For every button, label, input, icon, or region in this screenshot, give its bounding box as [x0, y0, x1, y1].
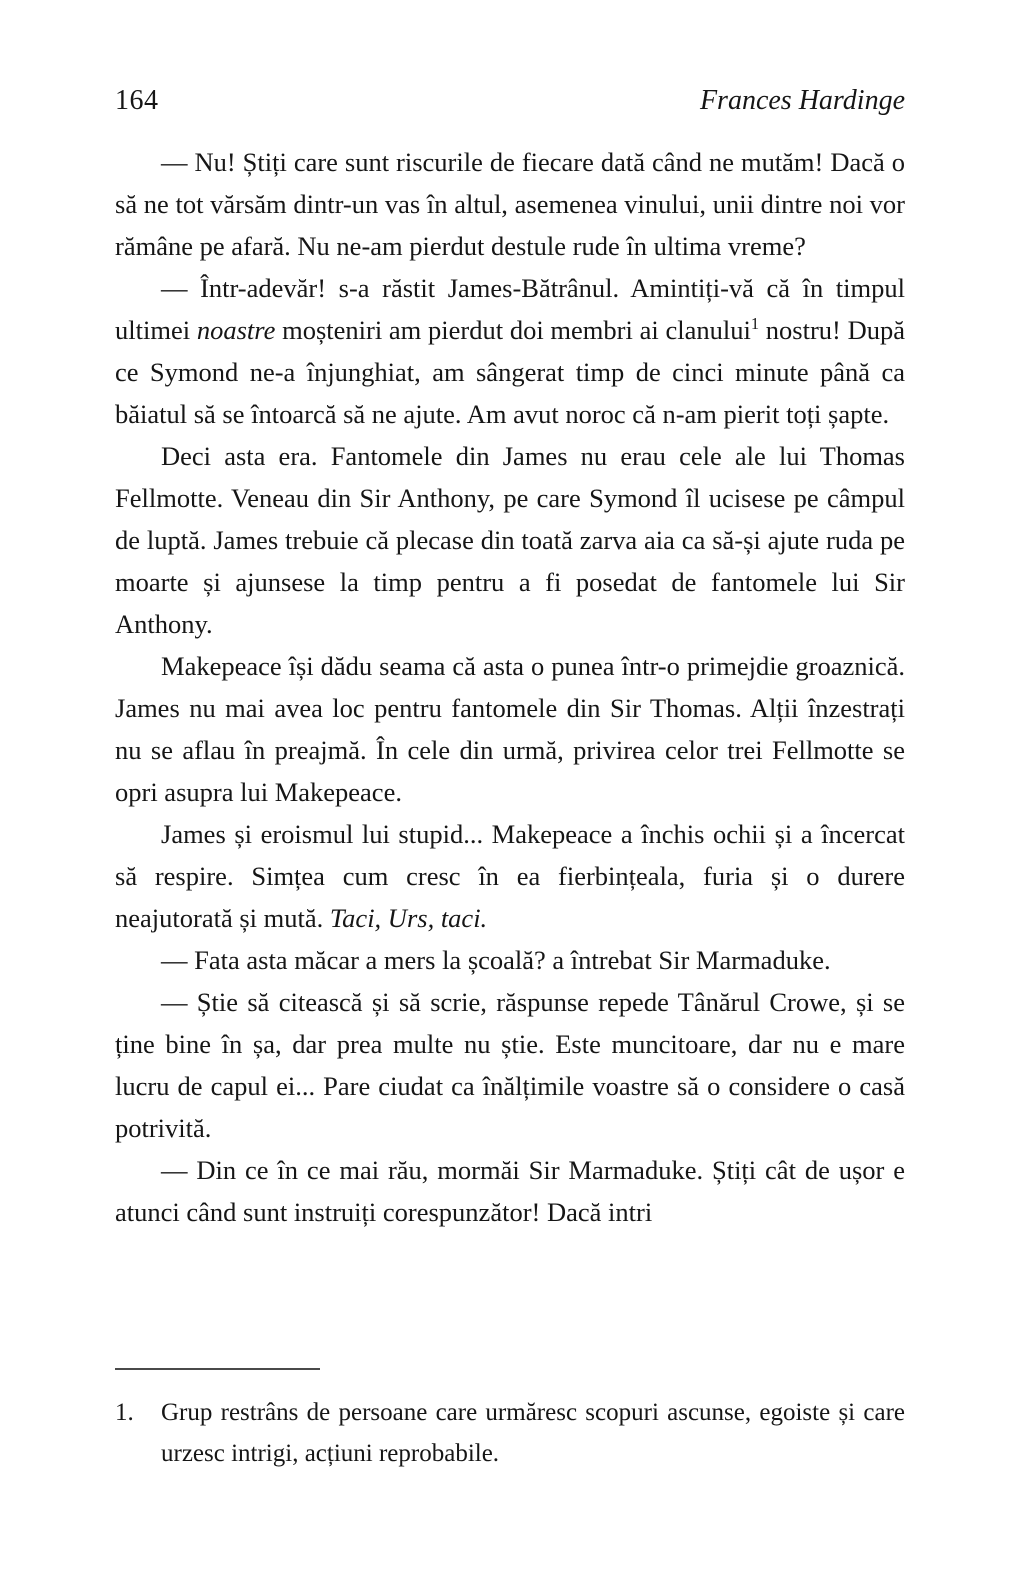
body-text [115, 141, 905, 1233]
text-run: James și eroismul lui stupid... Makepeace a închis ochii și a încercat să respire. Simțea cum cresc în ea fierbințeala, furia și o durere neajutorată și mută. [115, 818, 905, 933]
paragraph [115, 645, 905, 813]
text-run: Taci, Urs, taci. [329, 902, 488, 933]
text-run: Makepeace își dădu seama că asta o punea într-o primejdie groaznică. James nu mai avea loc pentru fantomele din Sir Thomas. Alții înzestrați nu se aflau în preajmă. În cele din urmă, privirea celor trei Fellmotte se opri asupra lui Makepeace. [115, 650, 905, 807]
footnote-reference-mark: 1 [750, 313, 760, 333]
footnote-text: Grup restrâns de persoane care urmăresc scopuri ascunse, egoiste și care urzesc intrigi, acțiuni reprobabile. [161, 1399, 905, 1467]
paragraph [115, 939, 905, 981]
paragraph [115, 981, 905, 1149]
text-run: Deci asta era. Fantomele din James nu erau cele ale lui Thomas Fellmotte. Veneau din Sir Anthony, pe care Symond îl ucisese pe câmpul de luptă. James trebuie că plecase din toată zarva aia ca să-și ajute ruda pe moarte și ajunsese la timp pentru a fi posedat de fantomele lui Sir Anthony. [115, 440, 905, 639]
text-run: — Fata asta măcar a mers la școală? a întrebat Sir Marmaduke. [161, 944, 831, 975]
paragraph [115, 141, 905, 267]
text-run: — Din ce în ce mai rău, mormăi Sir Marmaduke. Știți cât de ușor e atunci când sunt instruiți corespunzător! Dacă intri [115, 1154, 905, 1227]
paragraph [115, 813, 905, 939]
text-run: noastre [196, 314, 276, 345]
page-number: 164 [115, 85, 159, 116]
footnote-separator-rule [115, 1368, 320, 1370]
text-run: — Nu! Știți care sunt riscurile de fiecare dată când ne mutăm! Dacă o să ne tot vărsăm dintr-un vas în altul, asemenea vinului, unii dintre noi vor rămâne pe afară. Nu ne-am pierdut destule rude în ultima vreme? [115, 146, 905, 261]
text-run: moșteniri am pierdut doi membri ai clanului [275, 314, 751, 345]
book-page [115, 0, 905, 1575]
running-header [115, 86, 905, 117]
footnote-block [115, 1368, 905, 1474]
footnote-marker: 1. [115, 1399, 134, 1426]
text-run: — Într-adevăr! s-a răstit James-Bătrânul. Amintiți-vă că în timpul ultimei [115, 272, 905, 345]
paragraph [115, 435, 905, 645]
running-header-author: Frances Hardinge [699, 85, 905, 116]
text-run: nostru! După ce Symond ne-a înjunghiat, am sângerat timp de cinci minute până ca băiatul să se întoarcă să ne ajute. Am avut noroc că n-am pierit toți șapte. [115, 314, 905, 429]
footnote [115, 1392, 905, 1474]
paragraph [115, 1149, 905, 1233]
text-run: — Știe să citească și să scrie, răspunse repede Tânărul Crowe, și se ține bine în șa, dar prea multe nu știe. Este muncitoare, dar nu e mare lucru de capul ei... Pare ciudat ca înălțimile voastre să o considere o casă potrivită. [115, 986, 905, 1143]
paragraph [115, 267, 905, 435]
